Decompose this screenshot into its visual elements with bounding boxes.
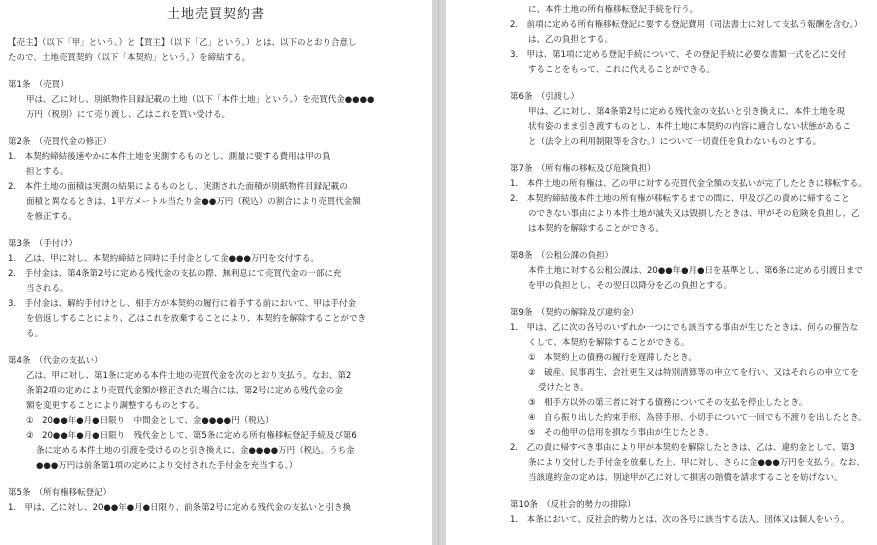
paragraph-line xyxy=(510,207,869,222)
paragraph-line xyxy=(510,351,869,366)
paragraph-line xyxy=(8,267,422,282)
line-text: 【売主】（以下「甲」という。）と【買主】（以下「乙」という。）とは、以下のとおり合意し xyxy=(8,38,357,48)
line-text: 条第2項の定めにより売買代金額が修正された場合には、第2号に定める残代金の金 xyxy=(26,386,343,396)
line-text: のできない事由により本件土地が滅失又は毀損したときは、甲がその危険を負担し、乙 xyxy=(528,209,860,219)
line-text: 第6条 （引渡し） xyxy=(510,92,580,102)
paragraph-line xyxy=(510,441,869,456)
article-heading xyxy=(8,486,422,501)
line-text: を甲の負担とし、その翌日以降分を乙の負担とする。 xyxy=(528,281,733,291)
line-text: 2. 手付金は、第4条第2号に定める残代金の支払の際、無利息にて売買代金の一部に充 xyxy=(8,269,342,279)
article-heading xyxy=(510,498,869,513)
paragraph-line xyxy=(510,120,869,135)
line-text: る。 xyxy=(26,329,44,339)
paragraph-line xyxy=(8,429,422,444)
article-heading xyxy=(8,135,422,150)
line-text: 第9条 （契約の解除及び違約金） xyxy=(510,308,639,318)
line-text: ●●●万円は前条第1項の定めにより交付された手付金を充当する。） xyxy=(36,461,298,471)
line-text: 当該違約金の定めは、別途甲が乙に対して損害の賠償を請求することを妨げない。 xyxy=(528,473,843,483)
paragraph-line xyxy=(510,336,869,351)
paragraph-line xyxy=(8,327,422,342)
line-text: 1. 乙は、甲に対し、本契約締結と同時に手付金として金●●●万円を交付する。 xyxy=(8,254,319,264)
blank-line xyxy=(8,225,422,237)
paragraph-line xyxy=(510,396,869,411)
blank-line xyxy=(510,150,869,162)
paragraph-line xyxy=(8,444,422,459)
paragraph-line xyxy=(8,384,422,399)
paragraph-line xyxy=(8,36,422,51)
paragraph-line xyxy=(510,33,869,48)
paragraph-line xyxy=(510,135,869,150)
line-text: 乙は、甲に対し、第1条に定める本件土地の売買代金を次のとおり支払う。なお、第2 xyxy=(26,371,352,381)
line-text: ③ 相手方以外の第三者に対する債務についてその支払を停止したとき。 xyxy=(528,398,808,408)
line-text: 額を変更することにより調整するものとする。 xyxy=(26,401,205,411)
paragraph-line xyxy=(510,456,869,471)
paragraph-line xyxy=(510,381,869,396)
line-text: ② 破産、民事再生、会社更生又は特別清算等の申立てを行い、又はそれらの申立てを xyxy=(528,368,859,378)
document-page-right xyxy=(446,0,877,545)
line-text: 担とする。 xyxy=(26,167,69,177)
page-content xyxy=(446,0,877,528)
paragraph-line xyxy=(510,18,869,33)
line-text: 第5条 （所有権移転登記） xyxy=(8,488,112,498)
blank-line xyxy=(510,78,869,90)
line-text: ① 20●●年●月●日限り 中間金として、金●●●●円（税込） xyxy=(26,416,274,426)
line-text: 第10条 （反社会的勢力の排除） xyxy=(510,500,636,510)
paragraph-line xyxy=(510,192,869,207)
paragraph-line xyxy=(8,282,422,297)
line-text: 1. 甲は、乙に対し、20●●年●月●日限り、前条第2号に定める残代金の支払いと引き換 xyxy=(8,503,352,513)
line-text: 1. 本条において、反社会的勢力とは、次の各号に該当する法人、団体又は個人をいう。 xyxy=(510,515,850,525)
article-heading xyxy=(510,90,869,105)
paragraph-line xyxy=(8,369,422,384)
paragraph-line xyxy=(8,297,422,312)
line-text: 第8条 （公租公課の負担） xyxy=(510,251,614,261)
line-text: 3. 手付金は、解約手付けとし、相手方が本契約の履行に着手する前において、甲は手付金 xyxy=(8,299,356,309)
blank-line xyxy=(8,474,422,486)
paragraph-line xyxy=(510,177,869,192)
paragraph-line xyxy=(510,48,869,63)
article-heading xyxy=(510,162,869,177)
line-text: 受けたとき。 xyxy=(538,383,589,393)
line-text: と（法令上の利用制限等を含む。）について一切責任を負わないものとする。 xyxy=(528,137,822,147)
line-text: を倍返しすることにより、乙はこれを放棄することにより、本契約を解除することができ xyxy=(26,314,367,324)
paragraph-line xyxy=(8,165,422,180)
line-text: くして、本契約を解除することができる。 xyxy=(528,338,690,348)
paragraph-line xyxy=(510,426,869,441)
right-lines xyxy=(446,0,877,528)
paragraph-line xyxy=(8,180,422,195)
line-text: は本契約を解除することができる。 xyxy=(528,224,665,234)
line-text: 万円（税別）にて売り渡し、乙はこれを買い受ける。 xyxy=(26,110,231,120)
paragraph-line xyxy=(8,51,422,66)
paragraph-line xyxy=(510,279,869,294)
line-text: 1. 本件土地の所有権は、乙の甲に対する売買代金全額の支払いが完了したときに移転する。 xyxy=(510,179,867,189)
blank-line xyxy=(8,123,422,135)
blank-line xyxy=(510,294,869,306)
line-text: 1. 本契約締結後速やかに本件土地を実測するものとし、測量に要する費用は甲の負 xyxy=(8,152,331,162)
paragraph-line xyxy=(510,513,869,528)
article-heading xyxy=(8,78,422,93)
line-text: ⑤ その他甲の信用を損なう事由が生じたとき。 xyxy=(528,428,714,438)
line-text: 第2条 （売買代金の修正） xyxy=(8,137,112,147)
paragraph-line xyxy=(510,222,869,237)
line-text: に、本件土地の所有権移転登記手続を行う。 xyxy=(528,5,699,15)
paragraph-line xyxy=(510,105,869,120)
line-text: 2. 本契約締結後本件土地の所有権が移転するまでの間に、甲及び乙の責めに帰すること xyxy=(510,194,850,204)
blank-line xyxy=(510,237,869,249)
paragraph-line xyxy=(8,312,422,327)
line-text: ② 20●●年●月●日限り 残代金として、第5条に定める所有権移転登記手続及び第6 xyxy=(26,431,357,441)
line-text: 3. 甲は、第1項に定める登記手続について、その登記手続に必要な書類一式を乙に交付 xyxy=(510,50,847,60)
paragraph-line xyxy=(8,93,422,108)
paragraph-line xyxy=(8,195,422,210)
paragraph-line xyxy=(8,399,422,414)
line-text: 2. 本件土地の面積は実測の結果によるものとし、実測された面積が別紙物件目録記載の xyxy=(8,182,348,192)
article-heading xyxy=(8,354,422,369)
paragraph-line xyxy=(8,459,422,474)
line-text: 2. 前項に定める所有権移転登記に要する登記費用（司法書士に対して支払う報酬を含む。） xyxy=(510,20,863,30)
paragraph-line xyxy=(510,366,869,381)
page-gutter xyxy=(432,0,446,545)
blank-line xyxy=(8,342,422,354)
line-text: 面積と異なるときは、1平方メートル当たり金●●万円（税込）の割合により売買代金額 xyxy=(26,197,361,207)
line-text: 2. 乙の責に帰すべき事由により甲が本契約を解除したときは、乙は、違約金として、第3 xyxy=(510,443,855,453)
document-title: 土地売買契約書 xyxy=(166,7,265,22)
line-text: 第4条 （代金の支払い） xyxy=(8,356,103,366)
paragraph-line xyxy=(8,414,422,429)
line-text: 甲は、乙に対し、第4条第2号に定める残代金の支払いと引き換えに、本件土地を現 xyxy=(528,107,845,117)
document-page-left xyxy=(0,0,432,545)
line-text: 当される。 xyxy=(26,284,69,294)
line-text: 条により交付した手付金を放棄した上、甲に対し、さらに金●●●万円を支払う。なお、 xyxy=(528,458,865,468)
paragraph-line xyxy=(8,150,422,165)
page-content xyxy=(0,0,432,516)
blank-line xyxy=(8,66,422,78)
line-text: 状有姿のまま引き渡すものとし、本件土地に本契約の内容に適合しない状態があるこ xyxy=(528,122,852,132)
paragraph-line xyxy=(510,471,869,486)
article-heading xyxy=(8,237,422,252)
line-text: を修正する。 xyxy=(26,212,78,222)
paragraph-line xyxy=(8,501,422,516)
paragraph-line xyxy=(510,264,869,279)
line-text: 本件土地に対する公租公課は、20●●年●月●日を基準とし、第6条に定める引渡日まで xyxy=(528,266,863,276)
line-text: 第3条 （手付け） xyxy=(8,239,78,249)
line-text: 条に定める本件土地の引渡を受けるのと引き換えに、金●●●●万円（税込。うち金 xyxy=(36,446,355,456)
paragraph-line xyxy=(510,321,869,336)
article-heading xyxy=(510,306,869,321)
line-text: ① 本契約上の債務の履行を遅滞したとき。 xyxy=(528,353,697,363)
line-text: することをもって、これに代えることができる。 xyxy=(528,65,715,75)
line-text: ④ 自ら振り出した約束手形、為替手形、小切手について一回でも不渡りを出したとき。 xyxy=(528,413,867,423)
paragraph-line xyxy=(8,210,422,225)
line-text: 1. 甲は、乙に次の各号のいずれか一つにでも該当する事由が生じたときは、何らの催告な xyxy=(510,323,859,333)
paragraph-line xyxy=(8,252,422,267)
line-text: たので、土地売買契約（以下「本契約」という。）を締結する。 xyxy=(8,53,251,63)
paragraph-line xyxy=(510,411,869,426)
paragraph-line xyxy=(510,63,869,78)
paragraph-line xyxy=(8,108,422,123)
line-text: 甲は、乙に対し、別紙物件目録記載の土地（以下「本件土地」という。）を売買代金●●●● xyxy=(26,95,375,105)
line-text: 第1条 （売買） xyxy=(8,80,69,90)
paragraph-line xyxy=(510,3,869,18)
line-text: 第7条 （所有権の移転及び危険負担） xyxy=(510,164,656,174)
line-text: は、乙の負担とする。 xyxy=(528,35,614,45)
article-heading xyxy=(510,249,869,264)
left-lines xyxy=(0,36,432,516)
blank-line xyxy=(510,486,869,498)
